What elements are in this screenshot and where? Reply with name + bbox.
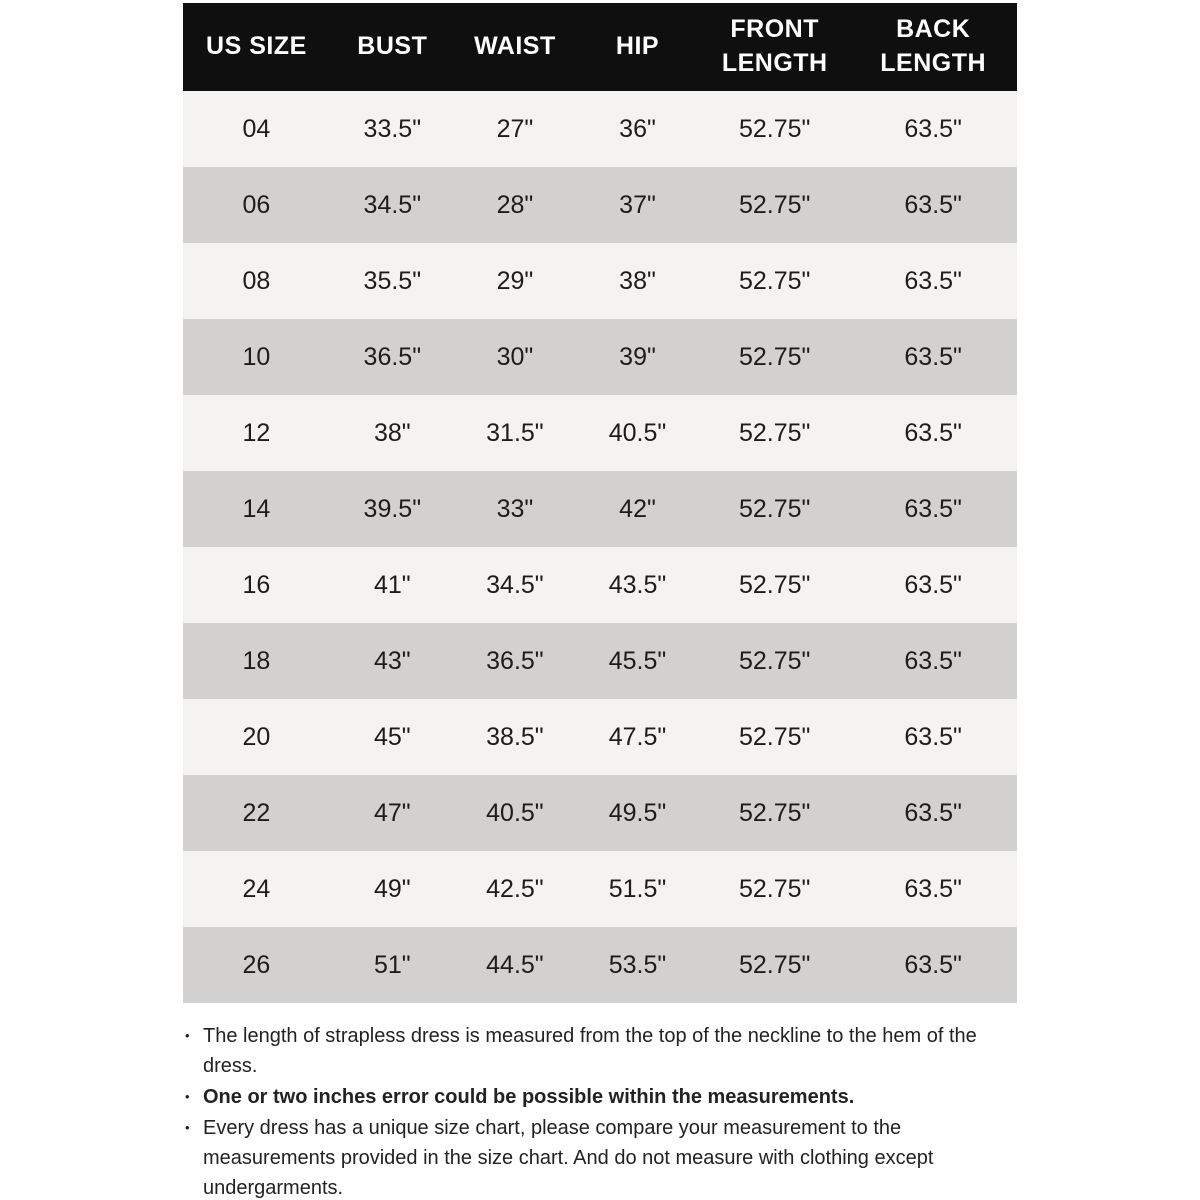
table-cell: 35.5" <box>363 266 422 295</box>
table-row <box>183 927 1017 1003</box>
table-cell: 24 <box>242 874 271 903</box>
table-cell: 63.5" <box>904 950 962 979</box>
size-chart-table <box>183 3 1017 1003</box>
table-cell: 52.75" <box>738 418 811 447</box>
table-row <box>183 167 1017 243</box>
table-cell: 31.5" <box>486 418 544 447</box>
table-cell: 14 <box>242 494 271 523</box>
table-row <box>183 623 1017 699</box>
table-cell: 52.75" <box>738 190 811 219</box>
table-cell: 38.5" <box>486 722 544 751</box>
size-chart-body <box>183 91 1017 1003</box>
table-row <box>183 319 1017 395</box>
table-cell: 52.75" <box>738 874 811 903</box>
table-cell: 47.5" <box>608 722 667 751</box>
table-cell: 52.75" <box>738 114 811 143</box>
table-cell: 42.5" <box>486 874 544 903</box>
table-cell: 51.5" <box>608 874 667 903</box>
table-cell: 63.5" <box>904 722 962 751</box>
note-text: The length of strapless dress is measured from the top of the neckline to the hem of the dress. <box>203 1025 977 1077</box>
table-cell: 45.5" <box>608 646 667 675</box>
table-cell: 63.5" <box>904 494 962 523</box>
table-cell: 38" <box>373 418 411 447</box>
table-cell: 30" <box>496 342 534 371</box>
table-cell: 63.5" <box>904 570 962 599</box>
table-cell: 52.75" <box>738 798 811 827</box>
table-cell: 22 <box>242 798 271 827</box>
table-cell: 26 <box>242 950 271 979</box>
column-header: BACK LENGTH <box>849 3 1017 91</box>
table-cell: 08 <box>242 266 271 295</box>
table-cell: 63.5" <box>904 798 962 827</box>
table-cell: 47" <box>373 798 411 827</box>
table-cell: 36.5" <box>363 342 422 371</box>
table-cell: 39.5" <box>363 494 422 523</box>
table-cell: 52.75" <box>738 646 811 675</box>
table-cell: 52.75" <box>738 722 811 751</box>
table-cell: 52.75" <box>738 570 811 599</box>
table-cell: 33.5" <box>363 114 422 143</box>
table-cell: 27" <box>496 114 534 143</box>
table-cell: 51" <box>373 950 411 979</box>
table-cell: 63.5" <box>904 418 962 447</box>
table-cell: 52.75" <box>738 266 811 295</box>
column-header: FRONT LENGTH <box>700 3 849 91</box>
table-row <box>183 775 1017 851</box>
table-cell: 41" <box>373 570 411 599</box>
column-header: HIP <box>575 3 700 91</box>
note-text: One or two inches error could be possible within the measurements. <box>203 1086 855 1108</box>
table-cell: 63.5" <box>904 266 962 295</box>
table-cell: 16 <box>242 570 271 599</box>
table-cell: 63.5" <box>904 342 962 371</box>
table-cell: 40.5" <box>608 418 667 447</box>
bullet-icon: • <box>185 1028 190 1043</box>
table-cell: 20 <box>242 722 271 751</box>
note-text: Every dress has a unique size chart, please compare your measurement to the measurements provided in the size chart. And do not measure with clothing except undergarments. <box>203 1117 934 1199</box>
table-cell: 36" <box>619 114 656 143</box>
table-cell: 40.5" <box>486 798 544 827</box>
table-cell: 63.5" <box>904 646 962 675</box>
table-cell: 06 <box>242 190 271 219</box>
table-cell: 63.5" <box>904 114 962 143</box>
bullet-icon: • <box>185 1089 190 1104</box>
column-header: WAIST <box>455 3 575 91</box>
table-cell: 39" <box>619 342 656 371</box>
column-header: US SIZE <box>183 3 330 91</box>
table-cell: 43" <box>373 646 411 675</box>
table-cell: 38" <box>619 266 656 295</box>
table-cell: 12 <box>242 418 271 447</box>
table-cell: 44.5" <box>486 950 544 979</box>
table-row <box>183 395 1017 471</box>
table-cell: 52.75" <box>738 494 811 523</box>
table-cell: 29" <box>496 266 534 295</box>
note-item <box>183 1021 1011 1081</box>
table-cell: 42" <box>619 494 656 523</box>
table-row <box>183 699 1017 775</box>
table-cell: 33" <box>496 494 534 523</box>
table-cell: 49.5" <box>608 798 667 827</box>
note-item <box>183 1113 1011 1200</box>
table-cell: 49" <box>373 874 411 903</box>
table-cell: 36.5" <box>486 646 544 675</box>
table-row <box>183 243 1017 319</box>
note-item <box>183 1082 1011 1112</box>
table-cell: 63.5" <box>904 874 962 903</box>
bullet-icon: • <box>185 1120 190 1135</box>
column-header: BUST <box>330 3 455 91</box>
table-cell: 34.5" <box>486 570 544 599</box>
notes-section <box>183 1021 1011 1200</box>
table-cell: 04 <box>242 114 271 143</box>
table-cell: 37" <box>619 190 656 219</box>
header-row <box>183 3 1017 91</box>
table-cell: 28" <box>496 190 534 219</box>
table-cell: 52.75" <box>738 342 811 371</box>
table-cell: 43.5" <box>608 570 667 599</box>
table-row <box>183 547 1017 623</box>
table-row <box>183 91 1017 167</box>
table-cell: 52.75" <box>738 950 811 979</box>
table-cell: 63.5" <box>904 190 962 219</box>
table-cell: 10 <box>242 342 271 371</box>
table-cell: 18 <box>242 646 271 675</box>
table-cell: 45" <box>373 722 411 751</box>
table-row <box>183 471 1017 547</box>
table-row <box>183 851 1017 927</box>
table-cell: 34.5" <box>363 190 422 219</box>
table-cell: 53.5" <box>608 950 667 979</box>
size-chart-header <box>183 3 1017 91</box>
